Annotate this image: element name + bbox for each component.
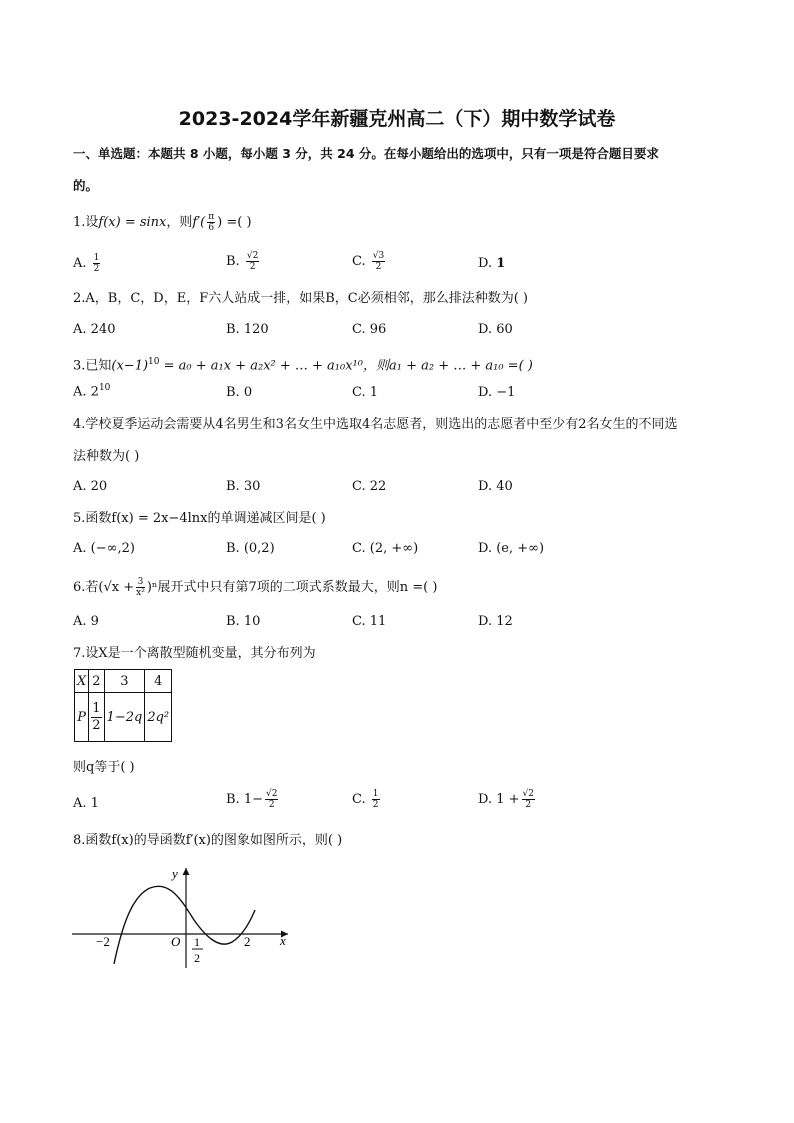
tick-label-neg2: −2 [96, 934, 110, 949]
q1-option-b: B. $\frac{√2}{2}$ [226, 251, 259, 272]
q5-option-b: B. (0,2) [226, 541, 275, 556]
q7-option-a: A. 1 [73, 796, 99, 811]
q3-option-b: B. 0 [226, 385, 253, 400]
page-title: 2023-2024学年新疆克州高二（下）期中数学试卷 [178, 108, 616, 130]
question-5: 5.函数f(x) = 2x−4lnx的单调递减区间是( ) [73, 511, 326, 526]
x-axis-label: x [280, 933, 286, 948]
table-cell: $\frac{1}{2}$ [89, 693, 104, 742]
table-cell: X [75, 670, 89, 693]
q5-option-a: A. (−∞,2) [73, 541, 135, 556]
tick-label-half-den: 2 [194, 951, 200, 965]
question-7-ask: 则q等于( ) [73, 760, 135, 775]
q4-option-b: B. 30 [226, 479, 261, 494]
q6-option-c: C. 11 [352, 614, 387, 629]
q1-option-d: D. 1 [478, 256, 506, 271]
q3-option-a: A. $2^{10}$ [73, 383, 111, 400]
q2-option-d: D. 60 [478, 322, 513, 337]
q3-option-d: D. −1 [478, 385, 516, 400]
section-header-cont: 的。 [73, 178, 99, 193]
q6-option-a: A. 9 [73, 614, 99, 629]
question-4: 4.学校夏季运动会需要从4名男生和3名女生中选取4名志愿者，则选出的志愿者中至少有2名女生的不同选 [73, 417, 678, 432]
q6-option-b: B. 10 [226, 614, 261, 629]
question-3: 3.已知$(x-1)^{10} = a_0 + a_1x + a_2x^2$ + … + a₁₀x¹⁰，则a₁ + a₂ + … + a₁₀ =( ) [73, 357, 533, 374]
q5-option-d: D. (e, +∞) [478, 541, 545, 556]
q3-option-c: C. 1 [352, 385, 379, 400]
q4-option-a: A. 20 [73, 479, 108, 494]
q4-option-c: C. 22 [352, 479, 387, 494]
q2-option-b: B. 120 [226, 322, 269, 337]
origin-label: O [171, 934, 181, 949]
table-cell: 4 [145, 670, 172, 693]
q2-option-a: A. 240 [73, 322, 116, 337]
question-1: 1.设f(x) = sinx，则f′( $\frac{\pi}{6}$ ) =( ) [73, 212, 252, 233]
question-4-cont: 法种数为( ) [73, 449, 140, 464]
derivative-curve [114, 886, 255, 964]
question-2: 2.A，B，C，D，E，F六人站成一排，如果B，C必须相邻，那么排法种数为( ) [73, 291, 529, 306]
q1-option-c: C. $\frac{√3}{2}$ [352, 251, 385, 272]
q7-option-d: D. 1 + $\frac{√2}{2}$ [478, 789, 534, 810]
section-header: 一、单选题：本题共 8 小题，每小题 3 分，共 24 分。在每小题给出的选项中，只有一项是符合题目要求 [73, 146, 659, 161]
q6-option-d: D. 12 [478, 614, 513, 629]
fraction: $\frac{\pi}{6}$ [208, 212, 215, 233]
table-cell: 3 [104, 670, 145, 693]
q7-option-b: B. 1− $\frac{√2}{2}$ [226, 789, 278, 810]
q7-option-c: C. $\frac{1}{2}$ [352, 789, 379, 810]
tick-label-half-num: 1 [194, 935, 200, 949]
q1-option-a: A. $\frac{1}{2}$ [73, 253, 100, 274]
derivative-graph [70, 856, 300, 976]
table-cell: 2q² [145, 693, 172, 742]
table-cell: 2 [89, 670, 104, 693]
question-8: 8.函数f(x)的导函数f′(x)的图象如图所示，则( ) [73, 833, 343, 848]
table-cell: 1−2q [104, 693, 145, 742]
q2-option-c: C. 96 [352, 322, 387, 337]
question-7: 7.设X是一个离散型随机变量，其分布列为 [73, 646, 316, 661]
q5-option-c: C. (2, +∞) [352, 541, 419, 556]
question-6: 6.若(√x + $\frac{3}{\text{x²}}$ )ⁿ展开式中只有第7项的二项式系数最大，则n =( ) [73, 577, 438, 598]
table-cell: P [75, 693, 89, 742]
distribution-table [74, 669, 172, 742]
tick-label-2: 2 [244, 934, 251, 949]
y-axis-label: y [172, 866, 178, 881]
q4-option-d: D. 40 [478, 479, 513, 494]
